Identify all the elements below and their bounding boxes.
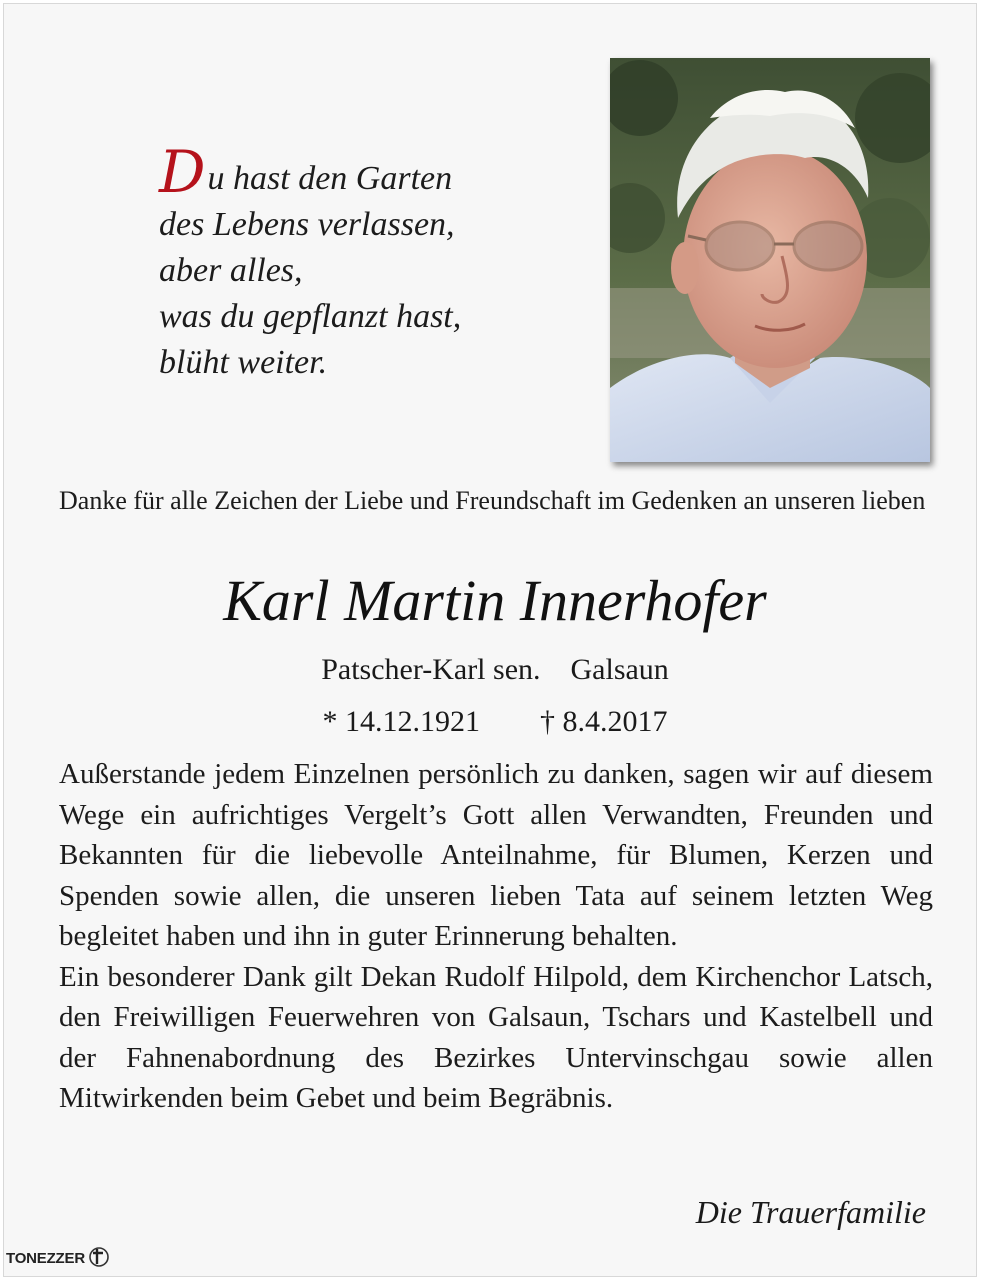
thanks-paragraph-2: Ein besonderer Dank gilt Dekan Rudolf Hilpold, dem Kirchenchor Latsch, den Freiwilligen Feuerwehren von Galsaun, Tschars und Kastelbell und der Fahnenabordnung des Bezirkes Untervinschgau sowie allen Mitwirkenden beim Gebet und beim Begräbnis. [59,960,933,1114]
verse-line-3: aber alles, [159,252,303,289]
portrait-illustration [610,58,930,462]
life-dates: * 14.12.1921 † 8.4.2017 [322,705,668,738]
portrait-photo [610,58,930,462]
thanks-body [59,754,933,1119]
verse-line-1: Du hast den Garten [159,138,453,206]
nickname-and-place: Patscher-Karl sen. Galsaun [321,653,669,686]
publisher-logo [6,1245,109,1271]
verse-line-5: blüht weiter. [159,344,328,381]
obituary-card [3,3,977,1277]
deceased-name: Karl Martin Innerhofer [223,568,767,633]
signature: Die Trauerfamilie [695,1194,926,1230]
thanks-paragraph-1: Außerstande jedem Einzelnen persönlich zu danken, sagen wir auf diesem Wege ein aufrichtiges Vergelt’s Gott allen Verwandten, Freunden und Bekannten für die liebevolle Anteilnahme, für Blumen, Kerzen und Spenden sowie allen, die unseren lieben Tata auf seinem letzten Weg begleitet haben und ihn in guter Erinnerung behalten. [59,758,933,952]
memorial-verse [159,138,579,386]
verse-line-4: was du gepflanzt hast, [159,298,462,335]
verse-dropcap: D [159,138,206,206]
tonezzer-cross-logo-icon [87,1245,109,1272]
verse-line-2: des Lebens verlassen, [159,206,455,243]
thanks-intro: Danke für alle Zeichen der Liebe und Freundschaft im Gedenken an unseren lieben [59,486,926,515]
publisher-logo-text: TONEZZER [6,1249,85,1267]
